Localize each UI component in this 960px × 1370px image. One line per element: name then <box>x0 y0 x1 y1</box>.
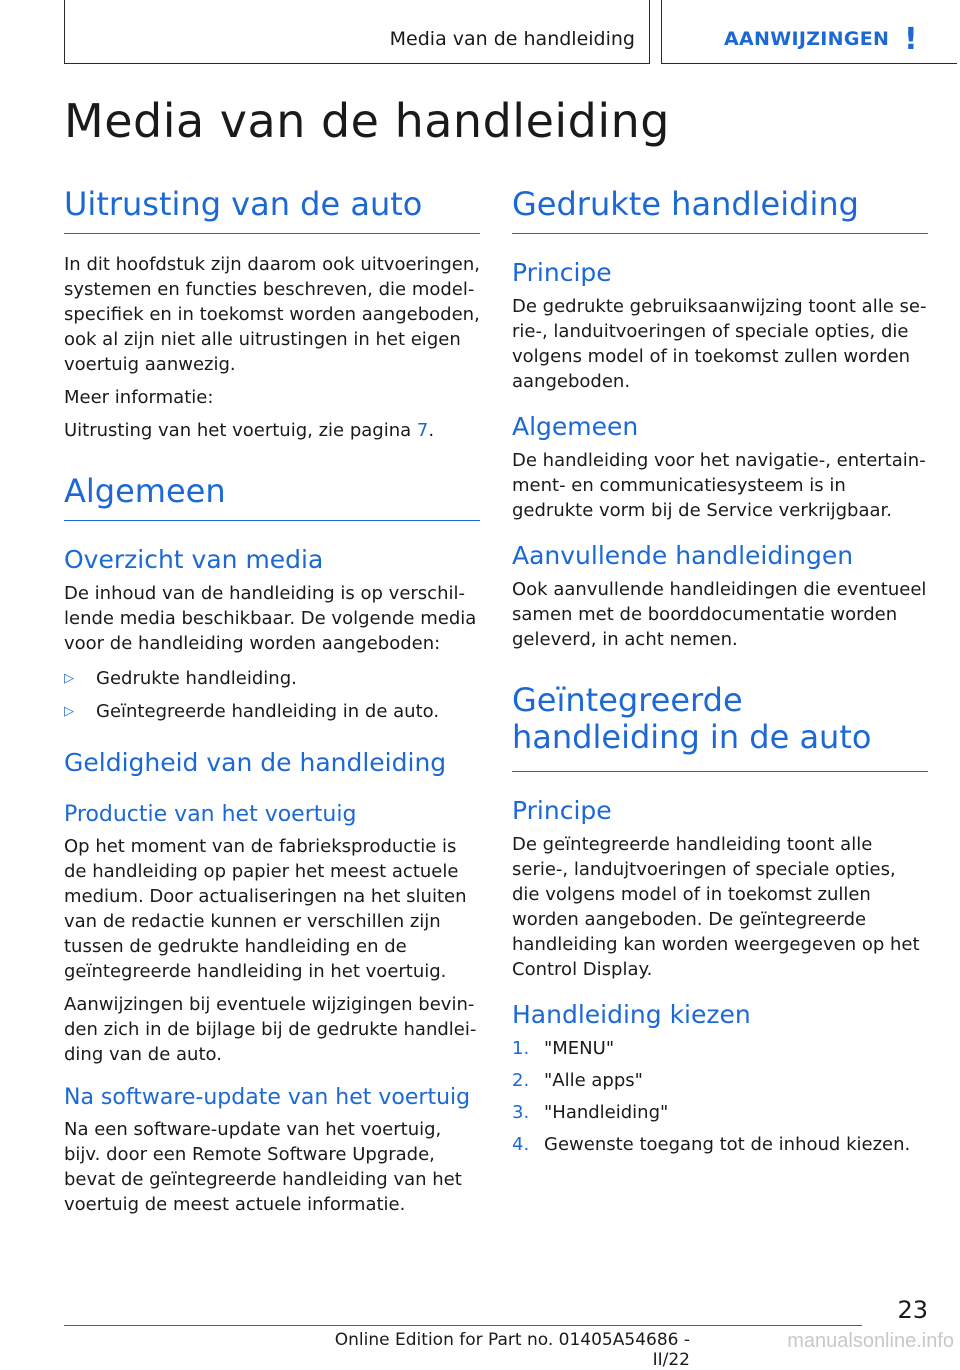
paragraph: Aanwijzingen bij eventuele wijzigingen bevinden zich in de bijlage bij de gedrukte handleiding van de auto. <box>64 993 477 1065</box>
list-item: ▷ Gedrukte handleiding. <box>64 667 297 689</box>
reference-suffix: . <box>428 419 435 441</box>
watermark: manualsonline.info <box>787 1330 954 1352</box>
subsubheading-software: Na software-update van het voertuig <box>64 1084 471 1110</box>
footer-edition: Online Edition for Part no. 01405A54686 - II/22 <box>334 1330 690 1370</box>
paragraph: Ook aanvullende handleidingen die eventueel samen met de boorddocumentatie worden geleverd, in acht nemen. <box>512 578 927 650</box>
triangle-right-icon: ▷ <box>64 670 74 686</box>
paragraph: Op het moment van de fabrieksproductie is de handleiding op papier het meest actuele medium. Door actualiseringen na het sluiten van de redactie kunnen er verschillen zijn tussen de gedrukte handleiding en de geïntegreerde handleiding in het voertuig. <box>64 835 467 982</box>
list-item: 4. Gewenste toegang tot de inhoud kiezen. <box>512 1134 911 1156</box>
paragraph: De geïntegreerde handleiding toont alle serie-, landujtvoeringen of speciale opties, die volgens model of in toekomst zullen worden aangeboden. De geïntegreerde handleiding kan worden weergegeven op het Control Display. <box>512 834 920 981</box>
subheading-aanvullende: Aanvullende handleidingen <box>512 540 854 570</box>
section-heading-geintegreerde: Geïntegreerde handleiding in de auto <box>512 682 928 773</box>
header-title: Media van de handleiding <box>389 28 635 50</box>
triangle-right-icon: ▷ <box>64 703 74 719</box>
subheading-kiezen: Handleiding kiezen <box>512 1000 751 1030</box>
header-section-box <box>661 0 957 64</box>
paragraph-with-reference <box>64 418 480 443</box>
subheading-principe-geintegreerd: Principe <box>512 796 612 826</box>
left-column <box>64 186 480 1217</box>
list-item: ▷ Geïntegreerde handleiding in de auto. <box>64 700 440 722</box>
page-reference-link[interactable]: 7 <box>416 419 429 441</box>
list-item: 1. "MENU" <box>512 1038 615 1060</box>
header-section-label: AANWIJZINGEN <box>724 28 890 50</box>
paragraph: De inhoud van de handleiding is op verschillende media beschikbaar. De volgende media voor de handleiding worden aangeboden: <box>64 582 477 654</box>
section-heading-uitrusting: Uitrusting van de auto <box>64 186 480 234</box>
subsubheading-productie: Productie van het voertuig <box>64 801 357 827</box>
paragraph: Na een software-update van het voertuig, bijv. door een Remote Software Upgrade, bevat de geïntegreerde handleiding van het voertuig de meest actuele informatie. <box>64 1119 462 1216</box>
subheading-geldigheid: Geldigheid van de handleiding <box>64 747 447 777</box>
page-title: Media van de handleiding <box>64 94 670 148</box>
paragraph: In dit hoofdstuk zijn daarom ook uitvoeringen, systemen en functies beschreven, die modelspecifiek en in toekomst worden aangeboden, ook al zijn niet alle uitrustingen in het eigen voertuig aanwezig. <box>64 253 480 375</box>
page-number: 23 <box>897 1296 928 1324</box>
header-title-box <box>64 0 650 64</box>
subheading-algemeen: Algemeen <box>512 411 639 441</box>
list-item: 2. "Alle apps" <box>512 1070 643 1092</box>
footer-divider <box>64 1325 862 1326</box>
section-heading-gedrukte: Gedrukte handleiding <box>512 186 928 234</box>
reference-text: Uitrusting van het voertuig, zie pagina <box>64 419 417 441</box>
media-list <box>64 666 480 724</box>
exclamation-icon: ! <box>904 22 918 57</box>
paragraph: De gedrukte gebruiksaanwijzing toont alle serie-, landuitvoeringen of speciale opties, die volgens model of in toekomst zullen worden aangeboden. <box>512 295 927 392</box>
paragraph: De handleiding voor het navigatie-, entertainment- en communicatiesysteem is in gedrukte vorm bij de Service verkrijgbaar. <box>512 449 926 521</box>
section-heading-algemeen: Algemeen <box>64 473 480 521</box>
steps-list <box>512 1036 928 1157</box>
list-item: 3. "Handleiding" <box>512 1102 669 1124</box>
paragraph: Meer informatie: <box>64 386 214 408</box>
subheading-overzicht: Overzicht van media <box>64 544 324 574</box>
right-column <box>512 186 928 1157</box>
subheading-principe: Principe <box>512 257 612 287</box>
